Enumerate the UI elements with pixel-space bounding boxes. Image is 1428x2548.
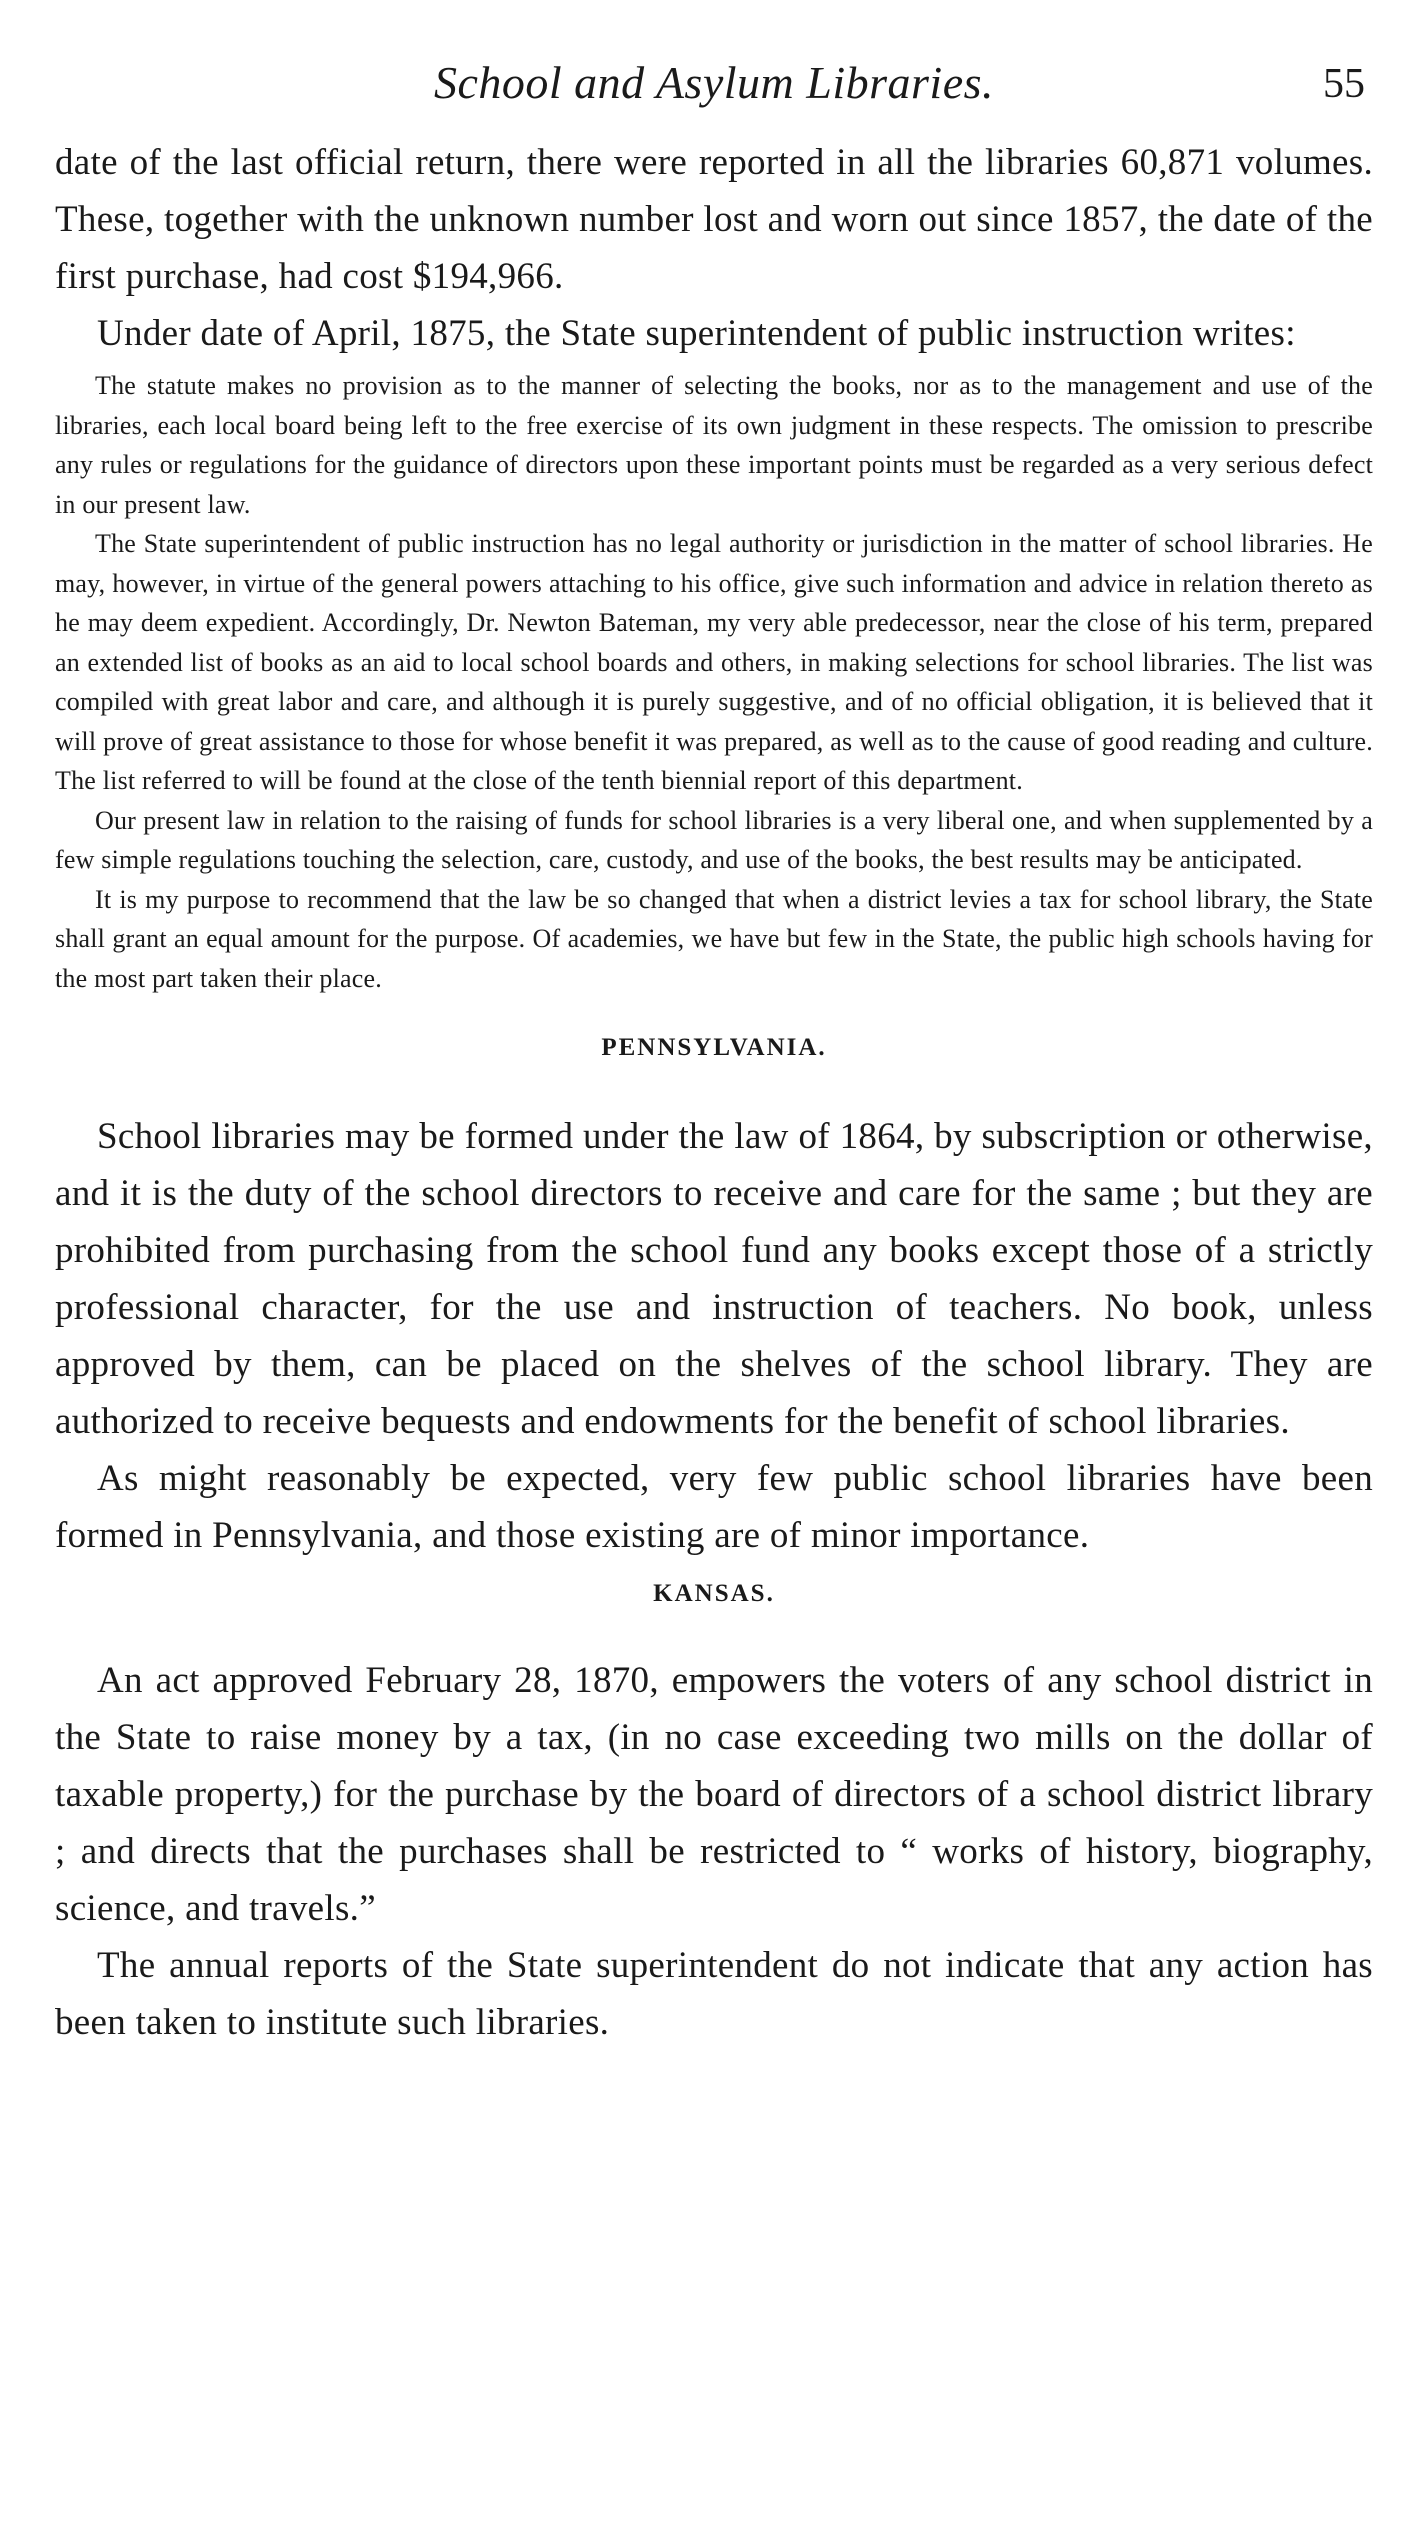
pennsylvania-section <box>55 1108 1373 1564</box>
page-header <box>55 50 1373 130</box>
kansas-section <box>55 1652 1373 2051</box>
section-heading-kansas: KANSAS. <box>653 1580 775 1607</box>
book-page <box>55 50 1373 2051</box>
quote-paragraph: It is my purpose to recommend that the law be so changed that when a district levies a tax for school library, the State shall grant an equal amount for the purpose. Of academies, we have but few in the State, the public high schools having for the most part taken their place. <box>55 884 1373 993</box>
pennsylvania-paragraph: As might reasonably be expected, very few public school libraries have been formed in Pennsylvania, and those existing are of minor importance. <box>55 1458 1373 1556</box>
pennsylvania-paragraph: School libraries may be formed under the law of 1864, by subscription or otherwise, and it is the duty of the school directors to receive and care for the same ; but they are prohibited from purchasing from the school fund any books except those of a strictly professional character, for the use and instruction of teachers. No book, unless approved by them, can be placed on the shelves of the school library. They are authorized to receive bequests and endowments for the benefit of school libraries. <box>55 1116 1373 1442</box>
quote-paragraph: The State superintendent of public instruction has no legal authority or jurisdiction in the matter of school libraries. He may, however, in virtue of the general powers attaching to his office, give such information and advice in relation thereto as he may deem expedient. Accordingly, Dr. Newton Bateman, my very able predecessor, near the close of his term, prepared an extended list of books as an aid to local school boards and others, in making selections for school libraries. The list was compiled with great labor and care, and although it is purely suggestive, and of no official obligation, it is believed that it will prove of great assistance to those for whose benefit it was prepared, as well as to the cause of good reading and culture. The list referred to will be found at the close of the tenth biennial report of this department. <box>55 529 1373 795</box>
block-quote <box>55 366 1373 998</box>
quote-paragraph: The statute makes no provision as to the manner of selecting the books, nor as to the management and use of the libraries, each local board being left to the free exercise of its own judgment in these respects. The omission to prescribe any rules or regulations for the guidance of directors upon these important points must be regarded as a very serious defect in our present law. <box>55 371 1373 519</box>
section-heading-pennsylvania: PENNSYLVANIA. <box>601 1034 827 1061</box>
quote-paragraph: Our present law in relation to the raising of funds for school libraries is a very liberal one, and when supplemented by a few simple regulations touching the selection, care, custody, and use of the books, the best results may be anticipated. <box>55 805 1373 874</box>
intro-section <box>55 134 1373 362</box>
intro-paragraph-continued: date of the last official return, there were reported in all the libraries 60,871 volumes. These, together with the unknown number lost and worn out since 1857, the date of the first purchase, had cost $194,966. <box>55 142 1373 297</box>
kansas-paragraph: An act approved February 28, 1870, empowers the voters of any school district in the State to raise money by a tax, (in no case exceeding two mills on the dollar of taxable property,) for the purchase by the board of directors of a school district library ; and directs that the purchases shall be restricted to “ works of history, biography, science, and travels.” <box>55 1660 1373 1929</box>
page-number: 55 <box>1323 61 1365 107</box>
intro-paragraph-lead-in: Under date of April, 1875, the State superintendent of public instruction writes: <box>97 313 1296 354</box>
running-title: School and Asylum Libraries. <box>433 57 995 108</box>
kansas-paragraph: The annual reports of the State superintendent do not indicate that any action has been taken to institute such libraries. <box>55 1945 1373 2043</box>
